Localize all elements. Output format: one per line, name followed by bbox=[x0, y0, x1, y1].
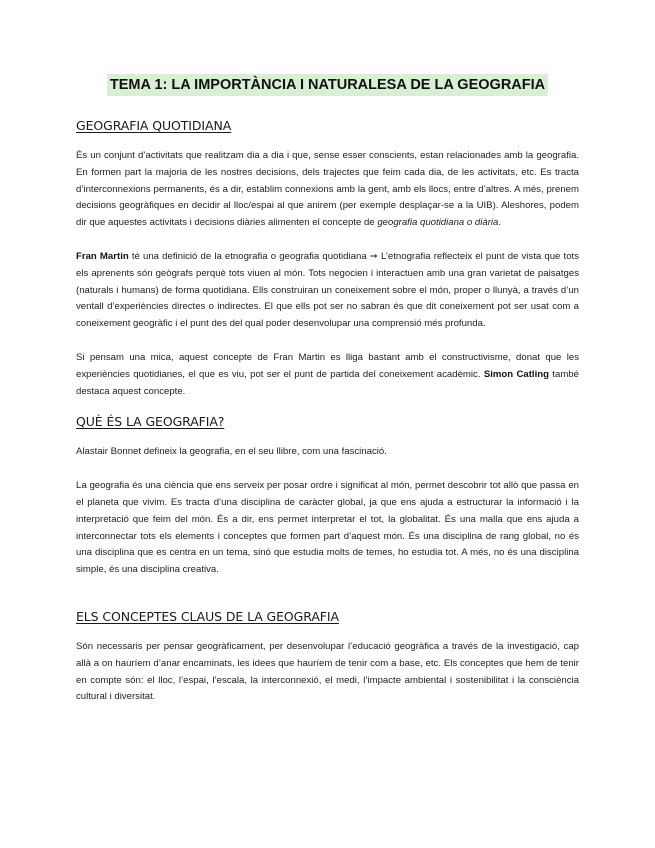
paragraph: Si pensam una mica, aquest concepte de Fran Martin es lliga bastant amb el constructivisme, donat que les experiències quotidianes, el que es viu, pot ser el punt de partida del coneixement acadèmic. Simon Catling també destaca aquest concepte. bbox=[76, 351, 579, 397]
document-page bbox=[76, 72, 579, 723]
emphasis-text: geografia quotidiana o diària bbox=[377, 217, 499, 229]
document-title bbox=[76, 72, 579, 98]
paragraph: Són necessaris per pensar geogràficament, per desenvolupar l’educació geogràfica a través de la investigació, cap allà a on hauríem d’anar encaminats, les idees que hauríem de tenir com a base, etc. Els conceptes que hem de tenir en compte són: el lloc, l’espai, l’escala, la interconnexió, el medi, l’impacte ambiental i sostenibilitat i la consciència cultural i diversitat. bbox=[76, 640, 579, 703]
section-everyday-geography bbox=[76, 118, 579, 400]
section-heading: QUÈ ÉS LA GEOGRAFIA? bbox=[76, 414, 225, 430]
paragraph: Alastair Bonnet defineix la geografia, en el seu llibre, com una fascinació. bbox=[76, 446, 387, 458]
paragraph: És un conjunt d’activitats que realitzam dia a dia i que, sense esser conscients, estan relacionades amb la geografia. En formen part la majoria de les nostres decisions, dels trajectes que feim cada dia, de les activitats, etc. Es tracta d’interconnexions permanents, és a dir, establim connexions amb la gent, amb els llocs, entre d’altres. A més, prenem decisions geogràfiques en decidir al lloc/espai al que anirem (per exemple desplaçar-se a la UIB). Aleshores, podem dir que aquestes activitats i decisions diàries alimenten el concepte de geografia quotidiana o diària. bbox=[76, 150, 579, 229]
section-heading: ELS CONCEPTES CLAUS DE LA GEOGRAFIA bbox=[76, 608, 339, 624]
paragraph: La geografia és una ciència que ens serveix per posar ordre i significat al món, permet descobrir tot allò que passa en el planeta que vivim. Es tracta d’una disciplina de caràcter global, ja que ens ajuda a estructurar la informació i la interpretació que feim del món. És a dir, ens permet interpretar el tot, la globalitat. És una malla que ens ajuda a interconnectar tots els elements i conceptes que formen part d’aquest món. És una disciplina de rang global, no és una disciplina que es centra en un tema, sinó que estudia molts de temes, ho estudia tot. A més, no és una disciplina simple, és una disciplina creativa. bbox=[76, 480, 579, 576]
section-heading: GEOGRAFIA QUOTIDIANA bbox=[76, 118, 232, 133]
section-key-concepts bbox=[76, 609, 579, 706]
author-name: Fran Martin bbox=[76, 250, 129, 262]
section-what-is-geography bbox=[76, 414, 579, 579]
title-highlight: TEMA 1: LA IMPORTÀNCIA I NATURALESA DE LA GEOGRAFIA bbox=[107, 74, 548, 96]
paragraph: Fran Martin té una definició de la etnografia o geografia quotidiana ➞ L’etnografia reflecteix el punt de vista que tots els aprenents són geògrafs perquè tots viuen al món. Tots negocien i interactuen amb una gran varietat de paisatges (naturals i humans) de forma quotidiana. Ells construiran un coneixement sobre el món, proper o llunyà, a través d’un ventall d’experiències directes o indirectes. El que ells pot ser no sabran és que dit coneixement pot ser usat com a coneixement geogràfic i el punt des del qual poder desenvolupar una comprensió més profunda. bbox=[76, 250, 579, 330]
author-name: Simon Catling bbox=[483, 368, 549, 380]
